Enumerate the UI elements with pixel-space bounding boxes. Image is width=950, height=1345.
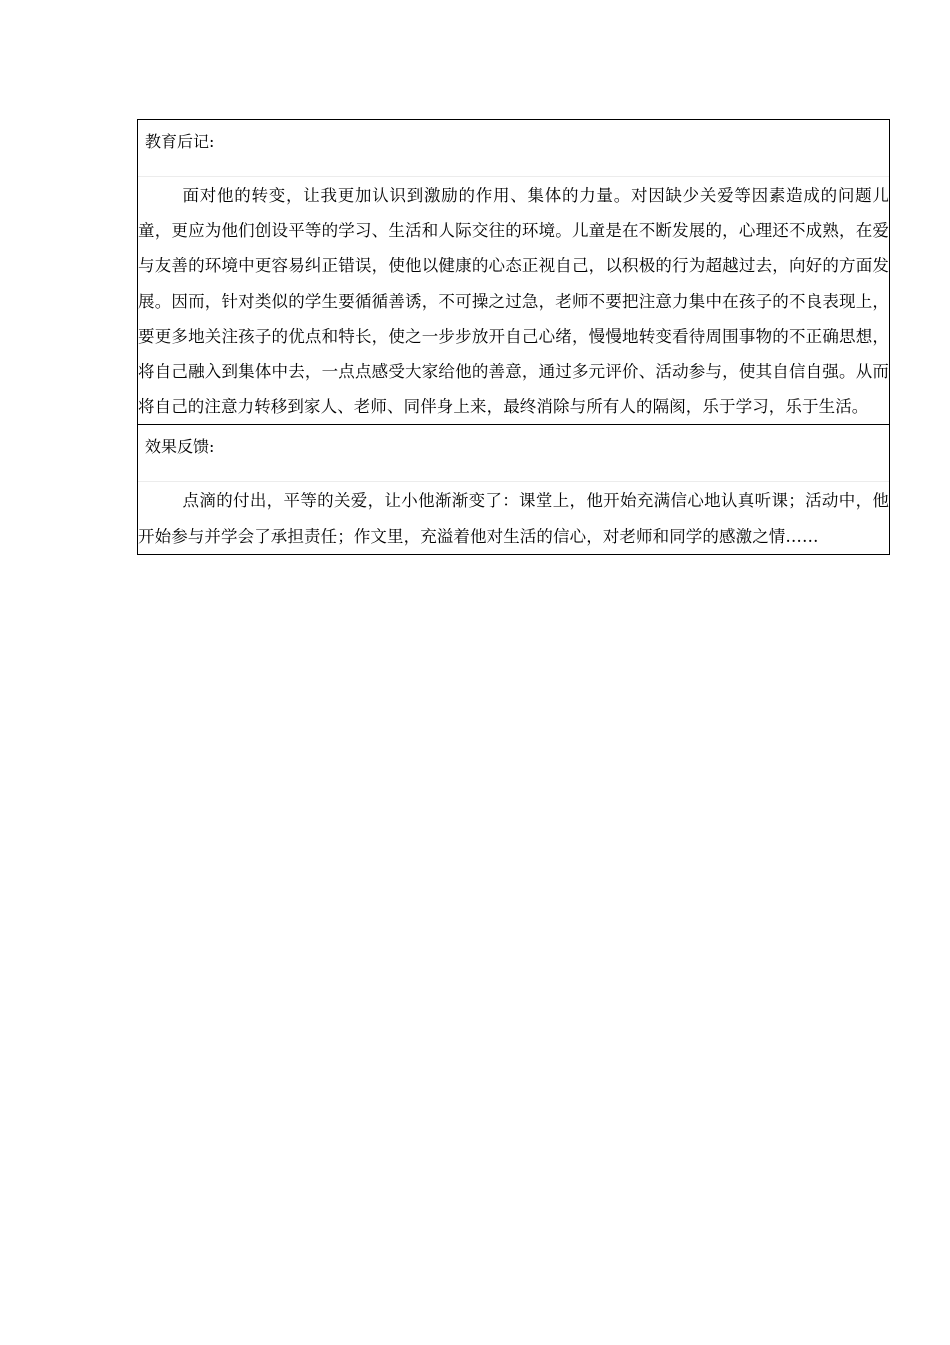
effect-feedback-text: 点滴的付出，平等的关爱，让小他渐渐变了：课堂上，他开始充满信心地认真听课；活动中，他开始参与并学会了承担责任；作文里，充溢着他对生活的信心，对老师和同学的感激之情…… [138,491,889,546]
section-label-education-postscript: 教育后记: [138,120,889,177]
education-postscript-section [138,120,889,424]
section-label-effect-feedback: 效果反馈: [138,425,889,482]
document-table [137,119,890,555]
effect-feedback-section [138,424,889,553]
education-postscript-text: 面对他的转变，让我更加认识到激励的作用、集体的力量。对因缺少关爱等因素造成的问题儿童，更应为他们创设平等的学习、生活和人际交往的环境。儿童是在不断发展的，心理还不成熟，在爱与友善的环境中更容易纠正错误，使他以健康的心态正视自己，以积极的行为超越过去，向好的方面发展。因而，针对类似的学生要循循善诱，不可操之过急，老师不要把注意力集中在孩子的不良表现上，要更多地关注孩子的优点和特长，使之一步步放开自己心绪，慢慢地转变看待周围事物的不正确思想，将自己融入到集体中去，一点点感受大家给他的善意，通过多元评价、活动参与，使其自信自强。从而将自己的注意力转移到家人、老师、同伴身上来，最终消除与所有人的隔阂，乐于学习，乐于生活。 [138,186,889,417]
